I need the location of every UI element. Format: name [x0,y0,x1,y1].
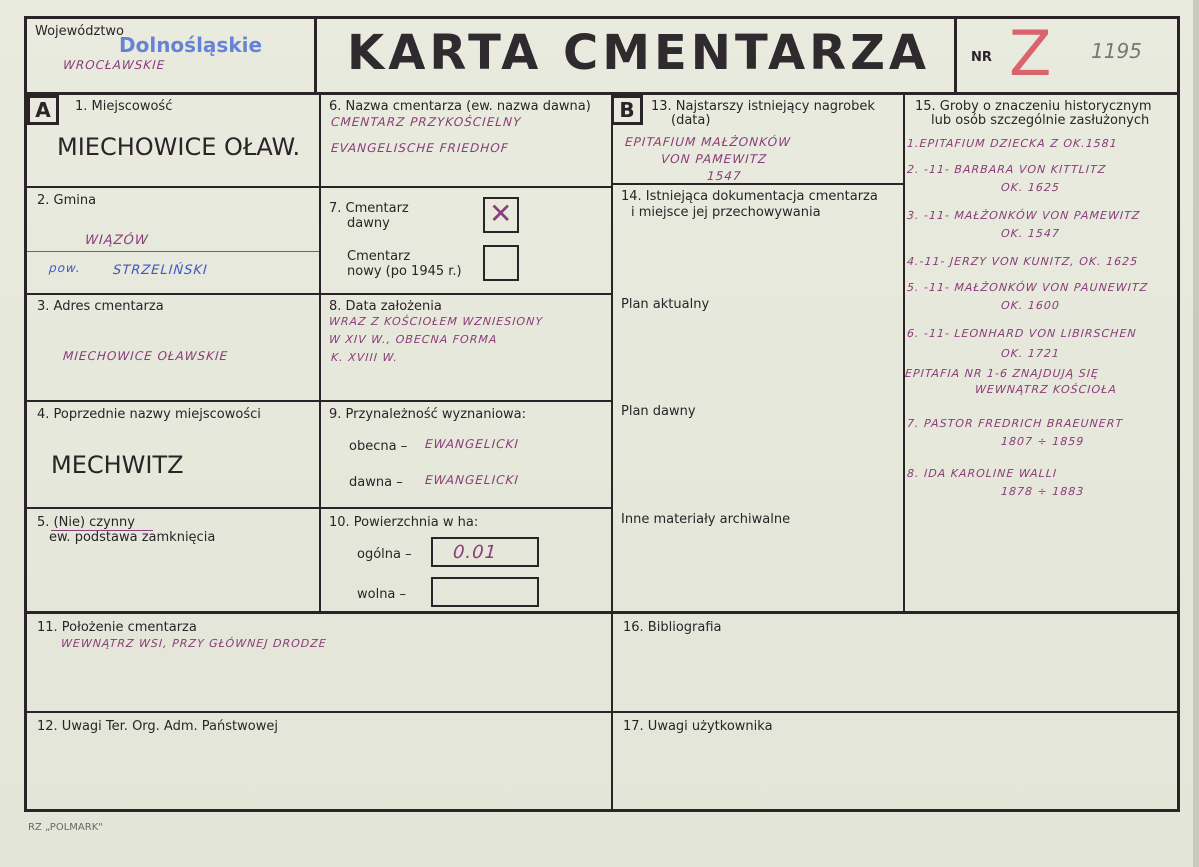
new-cemetery-checkbox[interactable] [483,245,519,281]
grave-entry: OK. 1547 [1000,227,1061,240]
divider-9-10 [319,507,611,509]
divider-11-12 [27,711,611,713]
divider-13-14 [611,183,903,185]
field-14-label-line1: 14. Istniejąca dokumentacja cmentarza [621,189,878,204]
number-value: 1195 [1091,39,1142,63]
field-2-powiat-prefix: pow. [48,261,82,275]
divider-3-4 [27,400,319,402]
field-4-label: 4. Poprzednie nazwy miejscowości [37,407,261,422]
grave-entry: 2. -11- BARBARA VON KITTLITZ [906,163,1107,176]
grave-entry: OK. 1721 [1000,347,1061,360]
check-x-icon: ✕ [489,197,513,230]
field-3-label: 3. Adres cmentarza [37,299,164,314]
grave-entry: 1878 ÷ 1883 [1000,485,1085,498]
grave-entry: OK. 1600 [1000,299,1061,312]
grave-entry: WEWNĄTRZ KOŚCIOŁA [974,383,1118,396]
field-5-label-line1: 5. (Nie) czynny [37,515,135,530]
field-12-label: 12. Uwagi Ter. Org. Adm. Państwowej [37,719,278,734]
field-13-value-line1: EPITAFIUM MAŁŻONKÓW [624,135,792,149]
field-9-label: 9. Przynależność wyznaniowa: [329,407,527,422]
plan-former-label: Plan dawny [621,404,696,419]
field-3-value: MIECHOWICE OŁAWSKIE [62,349,229,363]
grave-entry: 5. -11- MAŁŻONKÓW VON PAUNEWITZ [906,281,1149,294]
divider-1-2 [27,186,319,188]
voivodeship-label: Województwo [35,24,125,39]
field-11-label: 11. Położenie cmentarza [37,620,197,635]
total-area-value: 0.01 [452,542,498,563]
field-1-label: 1. Miejscowość [75,99,173,114]
field-15-label-line1: 15. Groby o znaczeniu historycznym [915,99,1152,114]
field-7-old-label-line1: 7. Cmentarz [329,201,409,216]
section-a-marker: A [27,95,59,125]
field-6-value-line1: CMENTARZ PRZYKOŚCIELNY [330,115,522,129]
other-archives-label: Inne materiały archiwalne [621,512,791,527]
free-area-input[interactable] [431,577,539,607]
title-cell [317,19,957,92]
field-7-old-label-line2: dawny [347,216,390,231]
field-2-value: WIĄZÓW [84,233,150,248]
field-9-current-label: obecna – [349,439,408,454]
grave-entry: 4.-11- JERZY VON KUNITZ, OK. 1625 [906,255,1139,268]
divider-4-5 [27,507,319,509]
field-8-value-line1: WRAZ Z KOŚCIOŁEM WZNIESIONY [328,315,544,328]
field-16-label: 16. Bibliografia [623,620,722,635]
header-divider [27,92,1177,95]
field-7-new-label-line1: Cmentarz [347,249,411,264]
field-8-value-line2: W XIV W., OBECNA FORMA [328,333,498,346]
field-13-value-line3: 1547 [706,169,743,183]
field-13-label-line1: 13. Najstarszy istniejący nagrobek [651,99,875,114]
divider-16-17 [611,711,1177,713]
field-8-label: 8. Data założenia [329,299,442,314]
form-frame [24,16,1180,812]
field-10-free-label: wolna – [357,587,407,602]
field-6-label: 6. Nazwa cmentarza (ew. nazwa dawna) [329,99,591,114]
divider-6-7 [319,186,611,188]
field-10-label: 10. Powierzchnia w ha: [329,515,479,530]
divider-8-9 [319,400,611,402]
grave-entry: 8. IDA KAROLINE WALLI [906,467,1058,480]
field-1-value: MIECHOWICE OŁAW. [57,133,301,161]
field-17-label: 17. Uwagi użytkownika [623,719,773,734]
field-5-label-line2: ew. podstawa zamknięcia [49,530,216,545]
page-title: KARTA CMENTARZA [347,25,931,81]
field-4-value: MECHWITZ [51,451,184,479]
field-6-value-line2: EVANGELISCHE FRIEDHOF [330,141,510,155]
number-letter: Z [1009,17,1052,90]
field-2-powiat-value: STRZELIŃSKI [112,263,209,278]
total-area-input[interactable] [431,537,539,567]
field-15-label-line2: lub osób szczególnie zasłużonych [931,113,1150,128]
field-13-value-line2: VON PAMEWITZ [660,152,768,166]
field-9-former-value: EWANGELICKI [424,473,520,487]
field-9-current-value: EWANGELICKI [424,437,520,451]
divider-7-8 [319,293,611,295]
grave-entry: 1807 ÷ 1859 [1000,435,1085,448]
grave-entry: 6. -11- LEONHARD VON LIBIRSCHEN [906,327,1138,340]
grave-entry: 7. PASTOR FREDRICH BRAEUNERT [906,417,1124,430]
grave-entry: 3. -11- MAŁŻONKÓW VON PAMEWITZ [906,209,1141,222]
col-divider-2 [611,95,613,812]
historic-graves-list [905,133,1177,513]
field-10-total-label: ogólna – [357,547,412,562]
field-13-label-line2: (data) [671,113,711,128]
old-cemetery-checkbox[interactable] [483,197,519,233]
field-14-label-line2: i miejsce jej przechowywania [631,205,821,220]
field-2-label: 2. Gmina [37,193,97,208]
divider-2-3 [27,293,319,295]
field-11-value: WEWNĄTRZ WSI, PRZY GŁÓWNEJ DRODZE [60,637,328,650]
number-cell [957,19,1177,92]
grave-entry: OK. 1625 [1000,181,1061,194]
number-label: NR [971,50,992,65]
field-8-value-line3: K. XVIII W. [330,351,399,364]
printer-mark: RZ „POLMARK" [28,822,103,833]
col-divider-1 [319,95,321,611]
grave-entry: 1.EPITAFIUM DZIECKA Z OK.1581 [906,137,1119,150]
grave-entry: EPITAFIA NR 1-6 ZNAJDUJĄ SIĘ [904,367,1100,380]
field-7-new-label-line2: nowy (po 1945 r.) [347,264,462,279]
field-2-separator [27,251,319,252]
field-9-former-label: dawna – [349,475,403,490]
voivodeship-handwritten: WROCŁAWSKIE [62,58,166,72]
plan-current-label: Plan aktualny [621,297,710,312]
section-b-marker: B [611,95,643,125]
bottom-section-divider [27,611,1177,614]
voivodeship-cell [27,19,317,92]
voivodeship-stamp: Dolnośląskie [119,33,263,57]
